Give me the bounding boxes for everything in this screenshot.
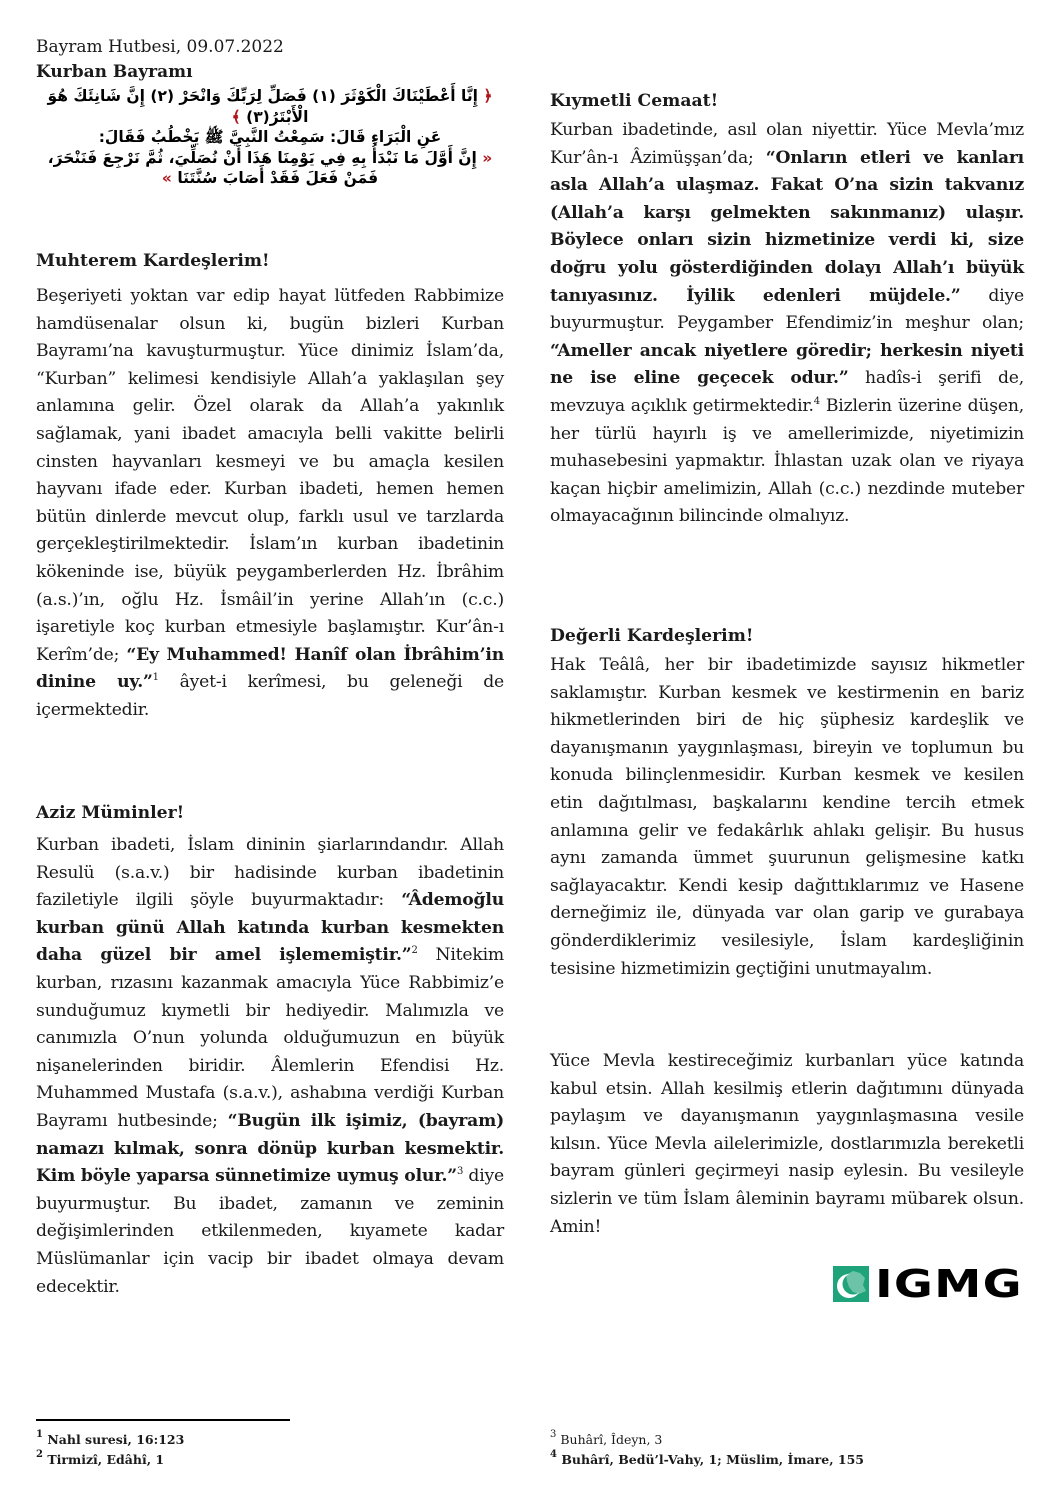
section-paragraph: Hak Teâlâ, her bir ibadetimizde sayısız hikmetler saklamıştır. Kurban kesmek ve kestirmenin en bariz hikmetlerinden biri de hiç şüphesiz kardeşlik ve dayanışmanın yaygınlaşması, bireyin ve toplumun bu konuda bilinçlenmesidir. Kurban kesmek ve kesilen etin dağıtılması, başkalarını kendine tercih etmek anlamına gelir ve fedakârlık ahlakı gelişir. Bu husus aynı zamanda ümmet şuurunun gelişmesine katkı sağlayacaktır. Kendi kesip dağıttıklarımız ve Hasene derneğimiz ile, dünyada var olan garip ve gurabaya gönderdiklerimiz vesilesiyle, İslam kardeşliğinin tesisine hizmetimizin geçtiğini unutmayalım. — [550, 655, 1024, 979]
footnote-4 — [550, 1451, 864, 1468]
closing-paragraph: Yüce Mevla kestireceğimiz kurbanları yüce katında kabul etsin. Allah kesilmiş etlerin dağıtımını dünyada paylaşım ve dayanışmanın yaygınlaşmasına vesile kılsın. Yüce Mevla ailelerimizle, dostlarımızla bereketli bayram günleri geçirmeyi nasip eylesin. Bu vesileyle sizlerin ve tüm İslam âleminin bayramı mübarek olsun. Amin! — [550, 1051, 1024, 1237]
footnote-2 — [36, 1451, 164, 1468]
ayah-close-bracket: ﴾ — [231, 107, 241, 126]
paragraph-text: Kurban ibadeti, İslam dininin şiarlarındandır. Allah Resulü (s.a.v.) bir hadisinde kurban ibadetinin faziletiyle ilgili şöyle buyurmaktadır: — [36, 835, 504, 911]
right-column — [550, 88, 1024, 531]
footnote-number: 3 — [550, 1429, 557, 1440]
paragraph-text: Bizlerin üzerine düşen, her türlü hayırlı iş ve amellerimizde, niyetimizin muhasebesini yapmaktır. İhlastan uzak olan ve riyaya kaçan hiçbir amelimizin, Allah (c.c.) nezdinde muteber olmayacağının bilincinde olmalıyız. — [550, 395, 1024, 527]
footnote-text: Tirmizî, Edâhî, 1 — [47, 1452, 165, 1467]
footnote-text: Buhârî, Îdeyn, 3 — [560, 1432, 663, 1447]
arabic-hadith — [36, 148, 504, 189]
paragraph-text: âyet-i kerîmesi, bu geleneği de içermektedir. — [36, 672, 504, 720]
quote-text: “Ey Muhammed! Hanîf olan İbrâhim’in dinine uy.” — [36, 644, 505, 693]
date-line: Bayram Hutbesi, 09.07.2022 — [36, 37, 284, 57]
paragraph-text: diye buyurmuştur. Peygamber Efendimiz’in meşhur olan; — [550, 285, 1024, 334]
crescent-map-icon — [833, 1266, 869, 1302]
paragraph-text: hadîs-i şerifi de, mevzuya açıklık getirmektedir. — [550, 368, 1024, 416]
logo-text: IGMG — [875, 1262, 1023, 1306]
footnote-divider — [36, 1419, 290, 1421]
footnote-number: 2 — [36, 1449, 43, 1460]
section-paragraph — [36, 832, 504, 1301]
paragraph-text: Kurban ibadetinde, asıl olan niyettir. Yüce Mevla’mız Kur’ân-ı Âzimüşşan’da; — [550, 120, 1024, 168]
left-column-2 — [36, 800, 504, 1301]
footnote-ref[interactable]: 3 — [456, 1166, 464, 1178]
section-heading: Muhterem Kardeşlerim! — [36, 251, 270, 271]
section-heading: Kıymetli Cemaat! — [550, 91, 719, 111]
arabic-ayah — [36, 86, 504, 127]
section-paragraph — [36, 283, 504, 725]
paragraph-text: Beşeriyeti yoktan var edip hayat lütfeden Rabbimize hamdüsenalar olsun ki, bugün bizleri Kurban Bayramı’na kavuşturmuştur. Yüce dinimiz İslam’da, “Kurban” kelimesi kendisiyle Allah’a yaklaşılan şey anlamına gelir. Özel olarak da Allah’a yakınlık sağlamak, yani ibadet amacıyla belli vakitte belirli cinsten hayvanları kesmeyi ve bu amaçla kesilen hayvanı ifade eder. Kurban ibadeti, hemen hemen bütün dinlerde mevcut olup, farklı usul ve tarzlarda gerçekleştirilmektedir. İslam’ın kurban ibadetinin kökeninde ise, büyük peygamberlerden Hz. İbrâhim (a.s.)’ın, oğlu Hz. İsmâil’in yerine Allah’ın (c.c.) işaretiyle koç kurban etmesiyle başlamıştır. Kur’ân-ı Kerîm’de; — [36, 286, 504, 665]
footnote-number: 1 — [36, 1429, 43, 1440]
hadith-close-quote: » — [161, 169, 172, 187]
section-heading: Değerli Kardeşlerim! — [550, 626, 754, 646]
ayah-text: إِنَّا أَعْطَيْنَاكَ الْكَوْثَرَ (١) فَصَلِّ لِرَبِّكَ وَانْحَرْ (٢) إِنَّ شَانِئَكَ هُوَ الْأَبْتَرُ(٣) — [47, 87, 478, 126]
footnote-1 — [36, 1431, 184, 1448]
section-heading: Aziz Müminler! — [36, 803, 185, 823]
right-column-2 — [550, 623, 1024, 983]
quote-text: “Bugün ilk işimiz, (bayram) namazı kılmak, sonra dönüp kurban kesmektir. Kim böyle yaparsa sünnetimize uymuş olur.” — [36, 1110, 504, 1187]
hadith-text: إِنَّ أَوَّلَ مَا نَبْدَأُ بِهِ فِي يَوْمِنَا هَذَا أَنْ نُصَلِّيَ، ثُمَّ نَرْجِعَ فَنَنْحَرَ، فَمَنْ فَعَلَ فَقَدْ أَصَابَ سُنَّتَنَا — [47, 148, 477, 187]
document-title: Kurban Bayramı — [36, 62, 193, 82]
hadith-open-quote: « — [482, 148, 493, 167]
footnote-ref[interactable]: 2 — [411, 945, 418, 957]
right-column-3 — [550, 1048, 1024, 1241]
ayah-open-bracket: ﴿ — [483, 87, 493, 105]
footnote-3 — [550, 1431, 662, 1448]
quote-text: “Ameller ancak niyetlere göredir; herkesin niyeti ne ise eline geçecek odur.” — [550, 340, 1024, 389]
left-column — [36, 248, 504, 725]
quote-text: “Onların etleri ve kanları asla Allah’a ulaşmaz. Fakat O’na sizin takvanız (Allah’a karşı gelmekten sakınmanız) ulaşır. Böylece onları sizin hizmetinize verdi ki, size doğru yolu gösterdiğinden dolayı Allah’ı büyük tanıyasınız. İyilik edenleri müjdele.” — [550, 147, 1024, 306]
paragraph-text: diye buyurmuştur. Bu ibadet, zamanın ve zeminin değişimlerinden etkilenmeden, kıyamete kadar Müslümanlar için vacip bir ibadet olmaya devam edecektir. — [36, 1166, 504, 1297]
igmg-logo — [833, 1262, 1023, 1306]
hadith-intro: عَنِ الْبَرَاءِ قَالَ: سَمِعْتُ النَّبِيَّ ﷺ يَخْطُبُ فَقَالَ: — [98, 128, 442, 146]
quote-text: “Âdemoğlu kurban günü Allah katında kurban kesmekten daha güzel bir amel işlememiştir.” — [36, 890, 504, 966]
paragraph-text: Nitekim kurban, rızasını kazanmak amacıyla Yüce Rabbimiz’e sunduğumuz kıymetli bir hediyedir. Malımızla ve canımızla O’nun yolunda olduğumuzun en büyük nişanelerinden biridir. Âlemlerin Efendisi Hz. Muhammed Mustafa (s.a.v.), ashabına verdiği Kurban Bayramı hutbesinde; — [36, 945, 504, 1131]
arabic-block — [36, 86, 504, 189]
footnote-text: Nahl suresi, 16:123 — [47, 1432, 185, 1447]
footnote-text: Buhârî, Bedü’l-Vahy, 1; Müslim, İmare, 155 — [561, 1452, 865, 1467]
footnote-number: 4 — [550, 1449, 557, 1460]
footnote-ref[interactable]: 1 — [152, 672, 159, 684]
footnote-ref[interactable]: 4 — [813, 395, 820, 407]
section-paragraph — [550, 117, 1024, 531]
